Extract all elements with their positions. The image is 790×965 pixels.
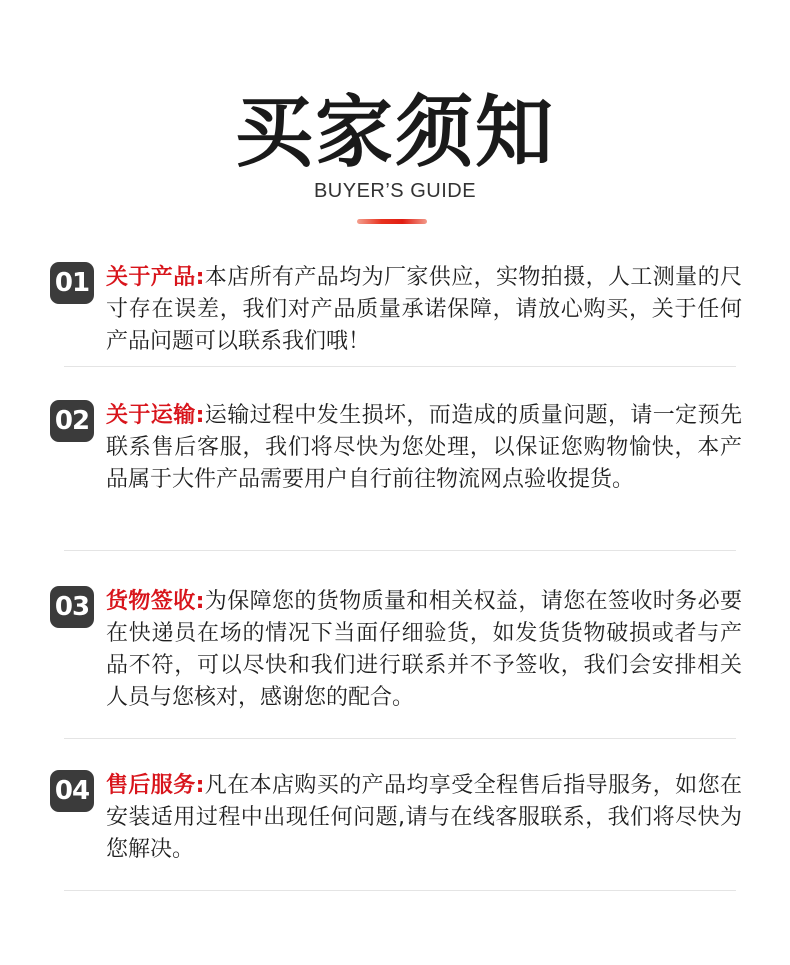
section-label: 关于产品: — [106, 265, 205, 290]
section-body: 凡在本店购买的产品均享受全程售后指导服务，如您在安装适用过程中出现任何问题,请与在线客服联系，我们将尽快为您解决。 — [106, 773, 742, 862]
page-subtitle: BUYER’S GUIDE — [313, 180, 477, 202]
section-text — [106, 770, 742, 866]
section-number-badge: 02 — [50, 400, 94, 442]
section-label: 售后服务: — [106, 773, 205, 798]
page-title: 买家须知 — [234, 88, 555, 178]
accent-bar — [357, 219, 427, 224]
section-text — [106, 586, 742, 714]
section-divider — [64, 366, 736, 367]
section-number-badge: 04 — [50, 770, 94, 812]
section-text — [106, 262, 742, 358]
section-number-badge: 01 — [50, 262, 94, 304]
section-number-badge: 03 — [50, 586, 94, 628]
section-body: 为保障您的货物质量和相关权益，请您在签收时务必要在快递员在场的情况下当面仔细验货，如发货货物破损或者与产品不符，可以尽快和我们进行联系并不予签收，我们会安排相关人员与您核对，感谢您的配合。 — [106, 589, 742, 710]
section-divider — [64, 738, 736, 739]
section-divider — [64, 550, 736, 551]
section-body: 运输过程中发生损坏，而造成的质量问题，请一定预先联系售后客服，我们将尽快为您处理，以保证您购物愉快，本产品属于大件产品需要用户自行前往物流网点验收提货。 — [106, 403, 742, 492]
section-body: 本店所有产品均为厂家供应，实物拍摄，人工测量的尺寸存在误差，我们对产品质量承诺保障，请放心购买，关于任何产品问题可以联系我们哦！ — [106, 265, 742, 354]
section-label: 货物签收: — [106, 589, 205, 614]
section-text — [106, 400, 742, 496]
section-label: 关于运输: — [106, 403, 205, 428]
section-divider — [64, 890, 736, 891]
guide-header — [0, 0, 790, 240]
